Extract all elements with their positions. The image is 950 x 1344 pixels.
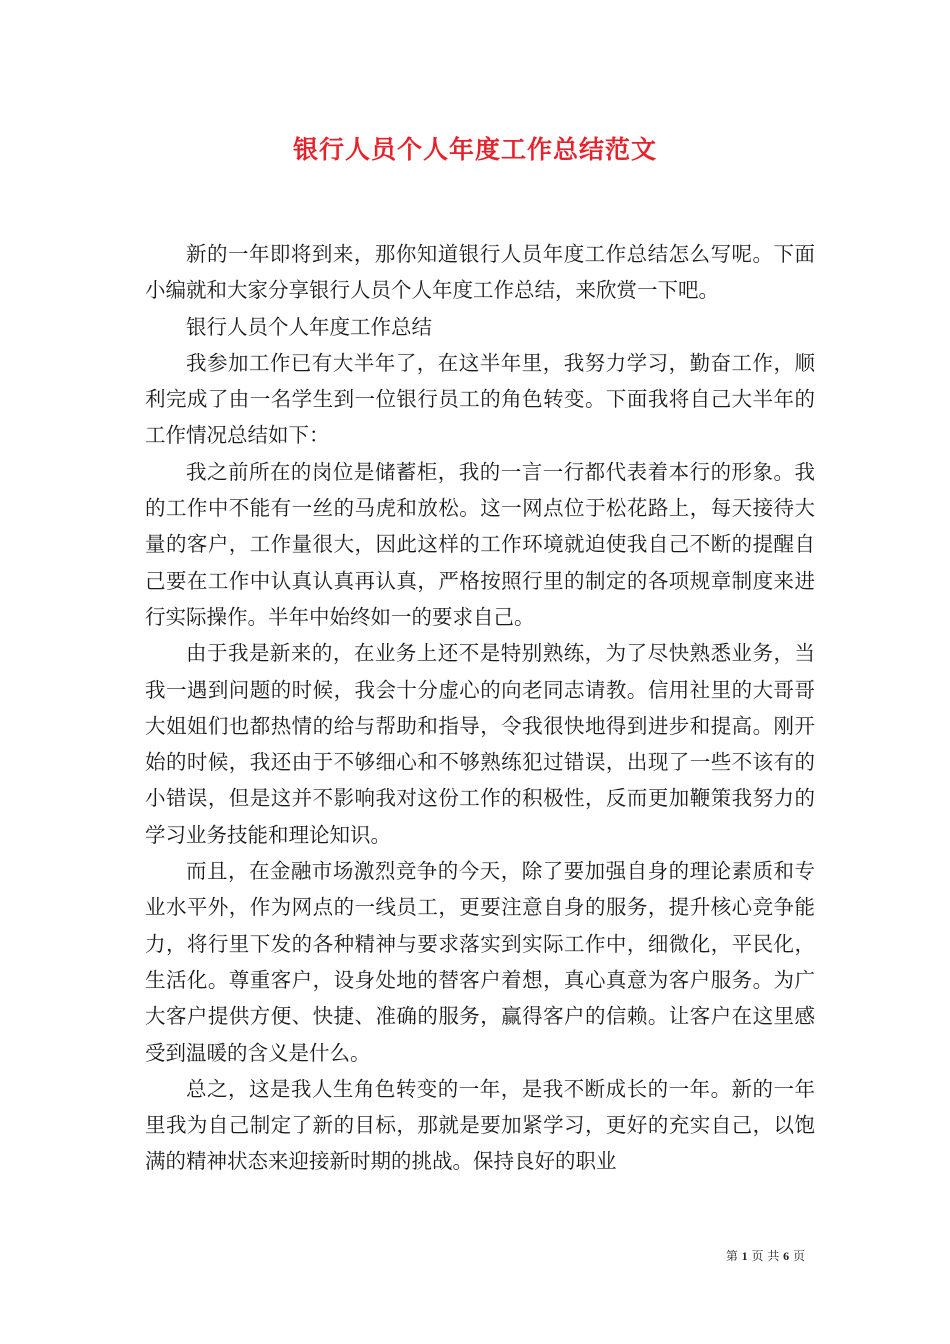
document-body — [145, 236, 815, 1180]
page-current: 1 — [741, 1249, 748, 1263]
page-prefix: 第 — [725, 1249, 738, 1263]
page-total: 6 — [783, 1249, 790, 1263]
document-title: 银行人员个人年度工作总结范文 — [292, 135, 657, 164]
paragraph-intro: 新的一年即将到来，那你知道银行人员年度工作总结怎么写呢。下面小编就和大家分享银行人员个人年度工作总结，来欣赏一下吧。 — [145, 242, 815, 303]
paragraph: 我参加工作已有大半年了，在这半年里，我努力学习，勤奋工作，顺利完成了由一名学生到一位银行员工的角色转变。下面我将自己大半年的工作情况总结如下： — [145, 350, 815, 448]
paragraph: 我之前所在的岗位是储蓄柜，我的一言一行都代表着本行的形象。我的工作中不能有一丝的马虎和放松。这一网点位于松花路上，每天接待大量的客户，工作量很大，因此这样的工作环境就迫使我自己不断的提醒自己要在工作中认真认真再认真，严格按照行里的制定的各项规章制度来进行实际操作。半年中始终如一的要求自己。 — [145, 459, 815, 629]
page-number — [0, 1248, 805, 1264]
paragraph: 由于我是新来的，在业务上还不是特别熟练，为了尽快熟悉业务，当我一遇到问题的时候，我会十分虚心的向老同志请教。信用社里的大哥哥大姐姐们也都热情的给与帮助和指导，令我很快地得到进步和提高。刚开始的时候，我还由于不够细心和不够熟练犯过错误，出现了一些不该有的小错误，但是这并不影响我对这份工作的积极性，反而更加鞭策我努力的学习业务技能和理论知识。 — [145, 641, 815, 847]
paragraph: 而且，在金融市场激烈竞争的今天，除了要加强自身的理论素质和专业水平外，作为网点的一线员工，更要注意自身的服务，提升核心竞争能力，将行里下发的各种精神与要求落实到实际工作中，细微化，平民化，生活化。尊重客户，设身处地的替客户着想，真心真意为客户服务。为广大客户提供方便、快捷、准确的服务，赢得客户的信赖。让客户在这里感受到温暖的含义是什么。 — [145, 859, 815, 1065]
page-suffix: 页 — [792, 1249, 805, 1263]
paragraph-subheading: 银行人员个人年度工作总结 — [186, 314, 432, 339]
paragraph: 总之，这是我人生角色转变的一年，是我不断成长的一年。新的一年里我为自己制定了新的目标，那就是要加紧学习，更好的充实自己，以饱满的精神状态来迎接新时期的挑战。保持良好的职业 — [145, 1076, 815, 1174]
page-mid: 页 共 — [751, 1249, 780, 1263]
